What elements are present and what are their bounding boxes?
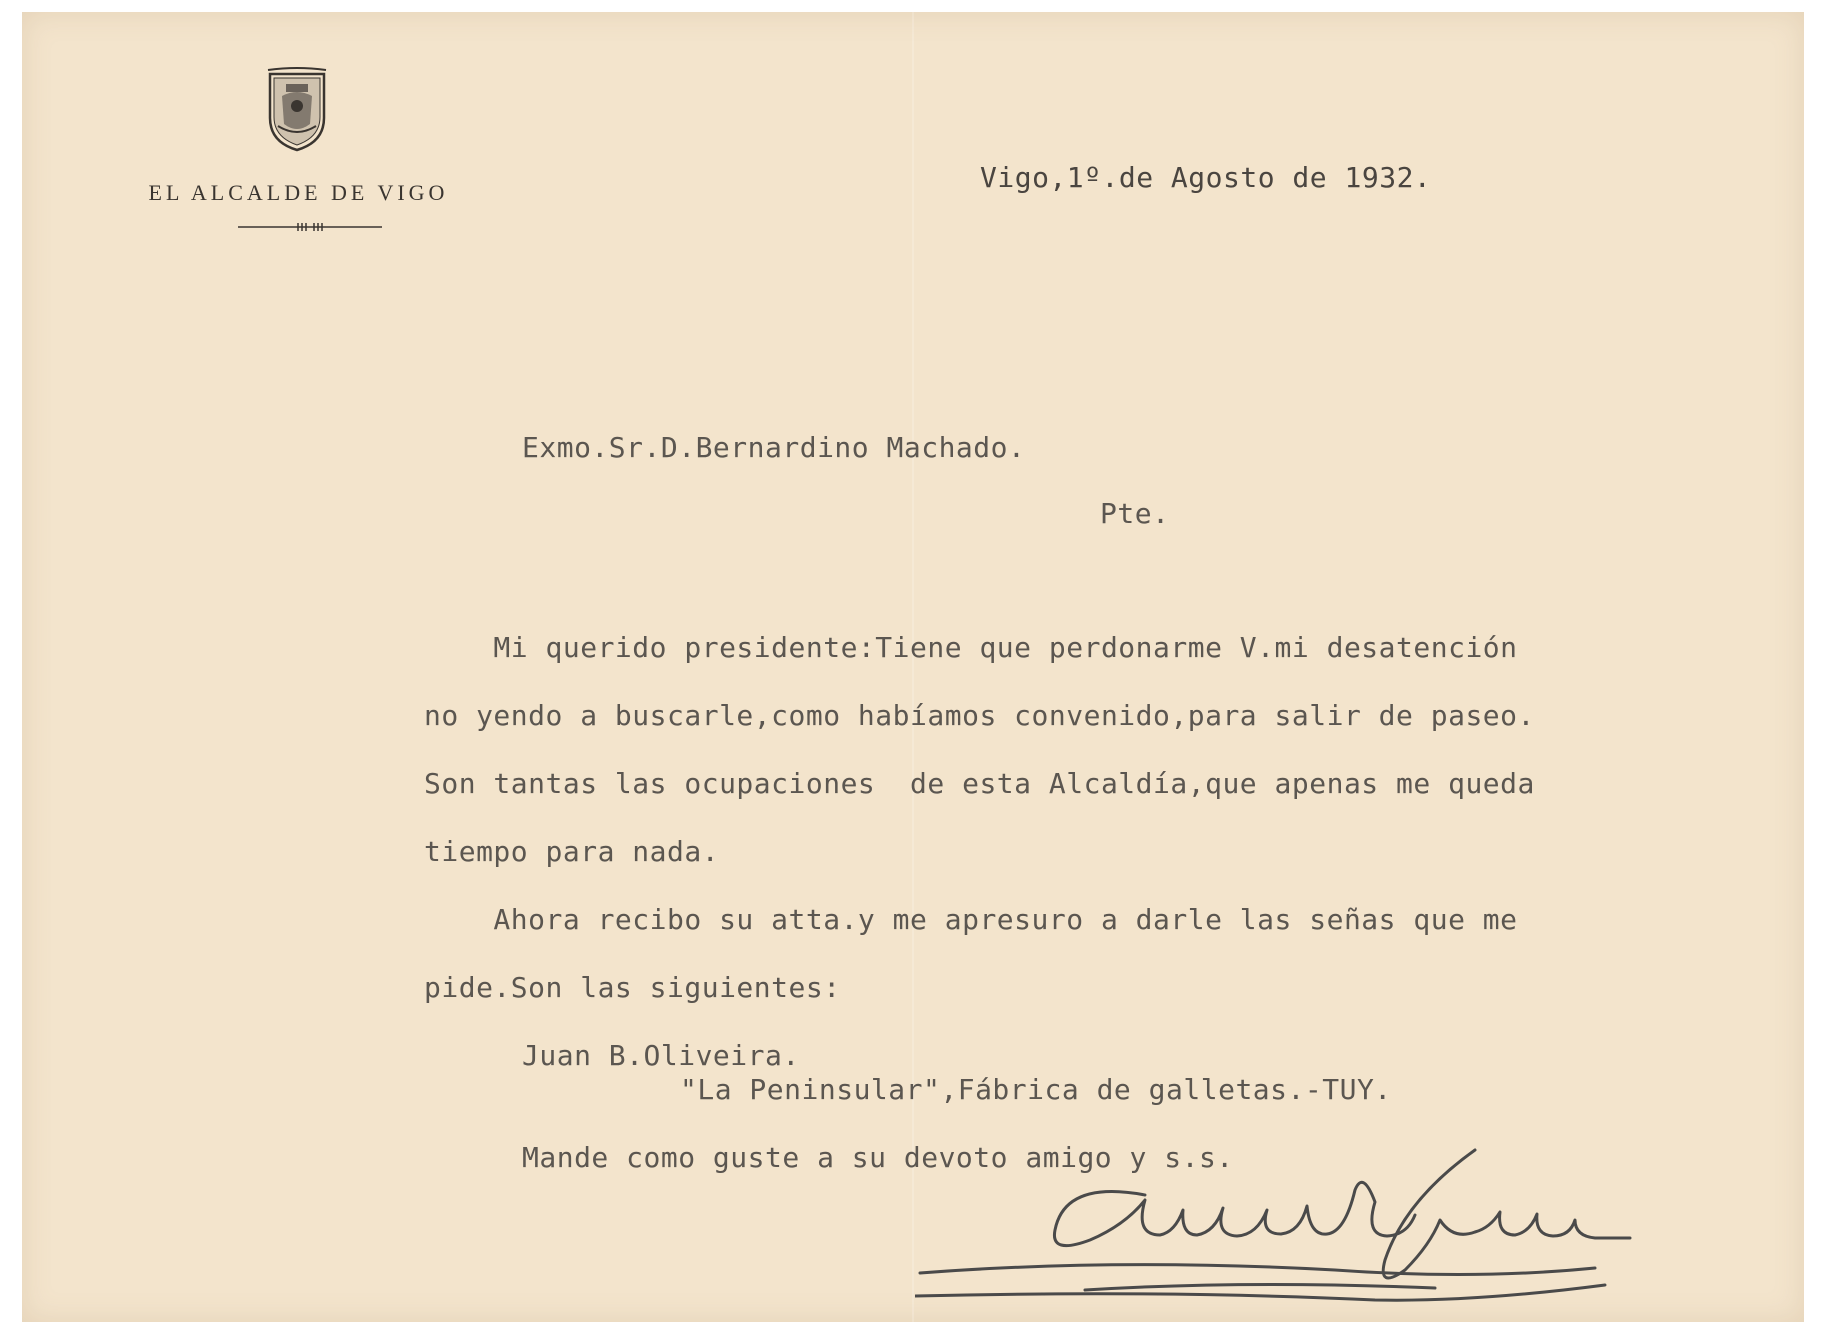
address-company: "La Peninsular",Fábrica de galletas.-TUY. <box>680 1073 1392 1106</box>
address-name: Juan B.Oliveira. <box>522 1039 800 1072</box>
closing-line: Mande como guste a su devoto amigo y s.s. <box>522 1141 1234 1174</box>
paper-fold <box>912 12 914 1322</box>
body-line: Ahora recibo su atta.y me apresuro a darle las señas que me <box>424 903 1518 936</box>
letterhead-title: EL ALCALDE DE VIGO <box>148 180 449 205</box>
recipient-name: Exmo.Sr.D.Bernardino Machado. <box>522 431 1026 464</box>
body-line: tiempo para nada. <box>424 835 720 868</box>
body-line: no yendo a buscarle,como habíamos convenido,para salir de paseo. <box>424 699 1535 732</box>
recipient-location: Pte. <box>1100 497 1170 530</box>
body-line: Mi querido presidente:Tiene que perdonarme V.mi desatención <box>424 631 1518 664</box>
coat-of-arms-icon <box>264 64 330 154</box>
letterhead-divider <box>238 222 382 232</box>
handwritten-signature-icon <box>915 1140 1635 1310</box>
body-line: Son tantas las ocupaciones de esta Alcaldía,que apenas me queda <box>424 767 1535 800</box>
letter-sheet <box>22 12 1804 1322</box>
body-line: pide.Son las siguientes: <box>424 971 841 1004</box>
letter-date: Vigo,1º.de Agosto de 1932. <box>980 161 1432 194</box>
